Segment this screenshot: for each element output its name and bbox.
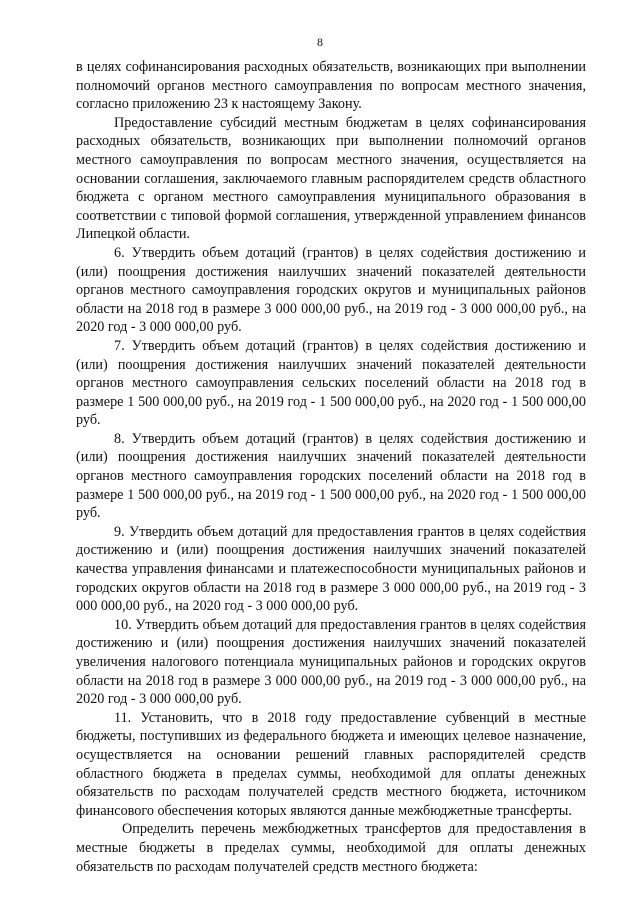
paragraph-cofinancing-purpose: в целях софинансирования расходных обязательств, возникающих при выполнении полномочий органов местного самоуправления по вопросам местного значения, согласно приложению 23 к настоящему Закону. <box>76 59 586 113</box>
paragraph-transfer-list-intro: Определить перечень межбюджетных трансфертов для предоставления в местные бюджеты в пределах суммы, необходимой для оплаты денежных обязательств по расходам получателей средств местного бюджета: <box>76 821 586 875</box>
page-number: 8 <box>317 35 323 49</box>
paragraph-item-6: 6. Утвердить объем дотаций (грантов) в целях содействия достижению и (или) поощрения достижения наилучших значений показателей деятельности органов местного самоуправления городских округов и муниципальных районов области на 2018 год в размере 3 000 000,00 руб., на 2019 год - 3 000 000,00 руб., на 2020 год - 3 000 000,00 руб. <box>76 244 586 336</box>
paragraph-item-8: 8. Утвердить объем дотаций (грантов) в целях содействия достижению и (или) поощрения достижения наилучших значений показателей деятельности органов местного самоуправления городских поселений области на 2018 год в размере 1 500 000,00 руб., на 2019 год - 1 500 000,00 руб., на 2020 год - 1 500 000,00 руб. <box>76 430 586 522</box>
paragraph-item-7: 7. Утвердить объем дотаций (грантов) в целях содействия достижению и (или) поощрения достижения наилучших значений показателей деятельности органов местного самоуправления сельских поселений области на 2018 год в размере 1 500 000,00 руб., на 2019 год - 1 500 000,00 руб., на 2020 год - 1 500 000,00 руб. <box>76 337 586 429</box>
paragraph-item-10: 10. Утвердить объем дотаций для предоставления грантов в целях содействия достижению и (или) поощрения достижения наилучших значений показателей увеличения налогового потенциала муниципальных районов и городских округов области на 2018 год в размере 3 000 000,00 руб., на 2019 год - 3 000 000,00 руб., на 2020 год - 3 000 000,00 руб. <box>76 616 586 708</box>
paragraph-item-9: 9. Утвердить объем дотаций для предоставления грантов в целях содействия достижению и (или) поощрения достижения наилучших значений показателей качества управления финансами и платежеспособности муниципальных районов и городских округов области на 2018 год в размере 3 000 000,00 руб., на 2019 год - 3 000 000,00 руб., на 2020 год - 3 000 000,00 руб. <box>76 523 586 615</box>
paragraph-subsidy-provision: Предоставление субсидий местным бюджетам в целях софинансирования расходных обязательств, возникающих при выполнении полномочий органов местного самоуправления по вопросам местного значения, осуществляется на основании соглашения, заключаемого главным распорядителем средств областного бюджета с органом местного самоуправления муниципального образования в соответствии с типовой формой соглашения, утвержденной управлением финансов Липецкой области. <box>76 114 586 243</box>
paragraph-item-11: 11. Установить, что в 2018 году предоставление субвенций в местные бюджеты, поступивших из федерального бюджета и имеющих целевое назначение, осуществляется на основании решений главных распорядителей средств областного бюджета в пределах суммы, необходимой для оплаты денежных обязательств по расходам получателей средств местного бюджета, источником финансового обеспечения которых являются данные межбюджетные трансферты. <box>76 709 586 819</box>
document-body <box>76 58 586 876</box>
